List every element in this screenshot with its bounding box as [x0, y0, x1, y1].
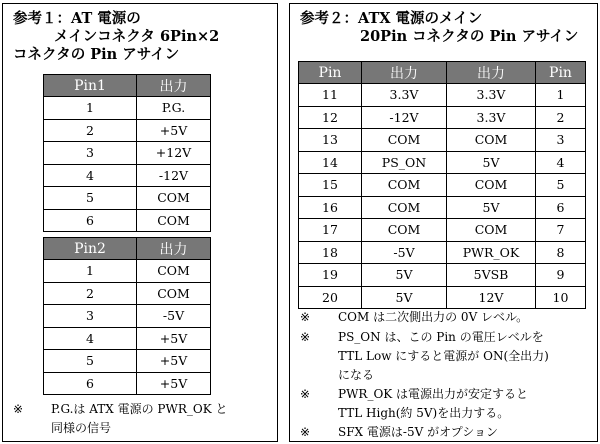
pin-cell: 2: [536, 106, 586, 129]
table-row: [44, 350, 211, 373]
pin-cell: 8: [536, 241, 586, 264]
note-line: PWR_OK は電源出力が安定すると: [338, 387, 529, 401]
output-cell: 5V: [362, 264, 447, 287]
pin-cell: 16: [299, 196, 362, 219]
table-row: [44, 209, 211, 232]
output-cell: COM: [137, 260, 211, 283]
pin-cell: 4: [536, 151, 586, 174]
note-mark: ※: [300, 330, 311, 344]
output-cell: 3.3V: [447, 106, 536, 129]
column-header: Pin: [299, 62, 362, 84]
output-cell: COM: [362, 129, 447, 152]
at-pin2-table: [43, 237, 211, 395]
note-line: COM は二次側出力の 0V レベル。: [338, 310, 529, 324]
pin-cell: 3: [536, 129, 586, 152]
output-cell: COM: [362, 196, 447, 219]
table-row: [299, 219, 586, 242]
output-cell: 12V: [447, 286, 536, 309]
pin-cell: 5: [44, 187, 137, 210]
column-header: Pin: [536, 62, 586, 84]
atx-note-ps-on: [300, 328, 549, 385]
output-cell: COM: [447, 129, 536, 152]
atx-20pin-table: [298, 61, 586, 309]
at-pin1-table: [43, 74, 211, 232]
note-line: TTL Low にすると電源が ON(全出力): [338, 349, 549, 363]
pin-cell: 9: [536, 264, 586, 287]
output-cell: -5V: [362, 241, 447, 264]
pin-cell: 1: [536, 84, 586, 107]
column-header: 出力: [447, 62, 536, 84]
pin-cell: 11: [299, 84, 362, 107]
column-header: 出力: [137, 75, 211, 97]
pin-cell: 20: [299, 286, 362, 309]
note-mark: ※: [300, 425, 311, 439]
output-cell: 5V: [447, 196, 536, 219]
atx-title-line1: 参考２：ATX 電源のメイン: [300, 10, 483, 27]
atx-note-sfx: [300, 423, 498, 442]
pin-cell: 18: [299, 241, 362, 264]
output-cell: -5V: [137, 305, 211, 328]
table-row: [44, 164, 211, 187]
output-cell: 3.3V: [447, 84, 536, 107]
at-title-line3: コネクタの Pin アサイン: [13, 46, 180, 63]
pin-cell: 4: [44, 164, 137, 187]
pin-cell: 1: [44, 97, 137, 120]
pin-cell: 6: [536, 196, 586, 219]
table-row: [44, 282, 211, 305]
table-row: [44, 327, 211, 350]
table-row: [299, 151, 586, 174]
table-row: [44, 260, 211, 283]
output-cell: COM: [447, 219, 536, 242]
table-row: [299, 241, 586, 264]
note-line: になる: [338, 368, 375, 382]
output-cell: +12V: [137, 142, 211, 165]
table-row: [44, 187, 211, 210]
pin-cell: 7: [536, 219, 586, 242]
at-power-panel: [2, 3, 278, 442]
note-line: P.G.は ATX 電源の PWR_OK と: [51, 402, 228, 416]
table-header-row: [44, 75, 211, 97]
output-cell: +5V: [137, 119, 211, 142]
pin-cell: 15: [299, 174, 362, 197]
output-cell: +5V: [137, 327, 211, 350]
note-line: PS_ON は、この Pin の電圧レベルを: [338, 330, 544, 344]
at-title-line1: 参考１：AT 電源の: [13, 10, 141, 27]
table-row: [299, 174, 586, 197]
output-cell: 3.3V: [362, 84, 447, 107]
note-line: SFX 電源は-5V がオプション: [338, 425, 498, 439]
table-header-row: [44, 238, 211, 260]
pin-cell: 2: [44, 282, 137, 305]
table-row: [44, 119, 211, 142]
output-cell: +5V: [137, 372, 211, 395]
table-row: [44, 142, 211, 165]
pin-cell: 3: [44, 305, 137, 328]
table-row: [299, 264, 586, 287]
atx-panel-title: [300, 10, 578, 46]
table-row: [299, 129, 586, 152]
at-title-line2: メインコネクタ 6Pin×2: [54, 28, 220, 45]
note-line: 同様の信号: [51, 421, 112, 435]
pin-cell: 17: [299, 219, 362, 242]
atx-note-com: [300, 308, 528, 327]
output-cell: COM: [137, 282, 211, 305]
output-cell: -12V: [137, 164, 211, 187]
output-cell: -12V: [362, 106, 447, 129]
pin-cell: 2: [44, 119, 137, 142]
table-row: [44, 372, 211, 395]
output-cell: +5V: [137, 350, 211, 373]
pin-cell: 19: [299, 264, 362, 287]
table-row: [299, 106, 586, 129]
output-cell: 5VSB: [447, 264, 536, 287]
column-header: Pin2: [44, 238, 137, 260]
table-row: [44, 97, 211, 120]
table-row: [44, 305, 211, 328]
at-panel-title: [13, 10, 219, 64]
note-line: TTL High(約 5V)を出力する。: [338, 406, 510, 420]
atx-title-line2: 20Pin コネクタの Pin アサイン: [360, 28, 579, 45]
table-header-row: [299, 62, 586, 84]
pin-cell: 3: [44, 142, 137, 165]
pin-cell: 14: [299, 151, 362, 174]
table-row: [299, 196, 586, 219]
note-mark: ※: [13, 402, 24, 416]
pin-cell: 5: [44, 350, 137, 373]
output-cell: COM: [447, 174, 536, 197]
output-cell: COM: [362, 219, 447, 242]
column-header: 出力: [137, 238, 211, 260]
pin-cell: 6: [44, 209, 137, 232]
atx-power-panel: [289, 3, 598, 442]
note-mark: ※: [300, 310, 311, 324]
pin-cell: 12: [299, 106, 362, 129]
column-header: 出力: [362, 62, 447, 84]
note-mark: ※: [300, 387, 311, 401]
output-cell: COM: [362, 174, 447, 197]
output-cell: 5V: [362, 286, 447, 309]
pin-cell: 5: [536, 174, 586, 197]
output-cell: 5V: [447, 151, 536, 174]
at-note: [13, 400, 228, 438]
pin-cell: 4: [44, 327, 137, 350]
atx-note-pwr-ok: [300, 385, 528, 423]
output-cell: P.G.: [137, 97, 211, 120]
output-cell: PWR_OK: [447, 241, 536, 264]
pin-cell: 13: [299, 129, 362, 152]
table-row: [299, 286, 586, 309]
table-row: [299, 84, 586, 107]
output-cell: COM: [137, 209, 211, 232]
pin-cell: 1: [44, 260, 137, 283]
column-header: Pin1: [44, 75, 137, 97]
output-cell: PS_ON: [362, 151, 447, 174]
output-cell: COM: [137, 187, 211, 210]
pin-cell: 10: [536, 286, 586, 309]
pin-cell: 6: [44, 372, 137, 395]
